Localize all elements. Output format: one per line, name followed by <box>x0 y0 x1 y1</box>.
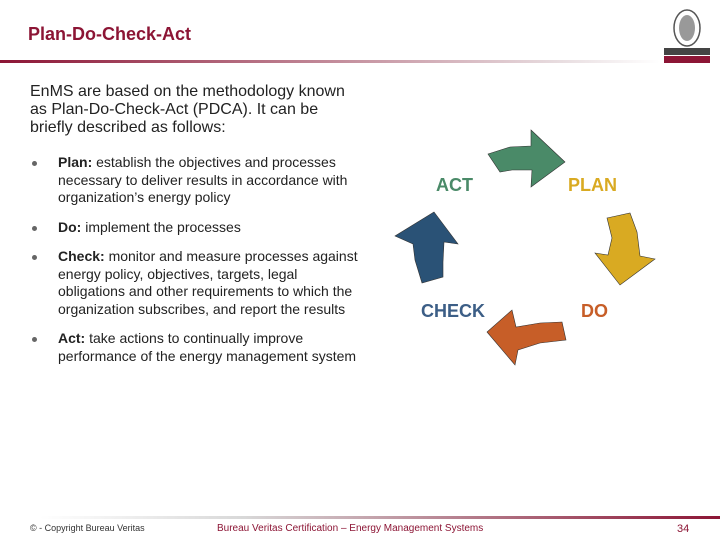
cycle-label-plan: PLAN <box>568 175 617 195</box>
bullet-text: take actions to continually improve performance of the energy management system <box>58 330 357 364</box>
cycle-label-check: CHECK <box>421 301 486 321</box>
bullet-term: Plan: <box>58 154 93 170</box>
intro-paragraph: EnMS are based on the methodology known as Plan-Do-Check-Act (PDCA). It can be briefly described as follows: <box>30 83 345 136</box>
bullet-text: establish the objectives and processes necessary to deliver results in accordance with organization’s energy policy <box>58 154 348 205</box>
bullet-term: Do: <box>58 218 82 235</box>
footer-divider <box>40 516 720 519</box>
arrow-plan-to-do-icon <box>595 213 655 285</box>
cycle-label-do: DO <box>581 301 608 321</box>
arrow-check-to-act-icon <box>395 212 458 283</box>
bullet-term: Act: <box>58 330 86 346</box>
page-number: 34 <box>677 523 690 535</box>
bullet-text: monitor and measure processes against energy policy, objectives, targets, legal obligations and other requirements to which the organization subscribes, and report the results <box>58 248 358 317</box>
footer-copyright: © - Copyright Bureau Veritas <box>30 523 145 533</box>
cycle-label-act: ACT <box>436 175 473 195</box>
slide-title: Plan-Do-Check-Act <box>28 24 192 44</box>
arrow-act-to-plan-icon <box>488 130 565 187</box>
bullet-term: Check: <box>58 248 105 264</box>
footer-center-text: Bureau Veritas Certification – Energy Management Systems <box>217 523 484 534</box>
arrow-do-to-check-icon <box>487 310 566 365</box>
bullet-text: implement the processes <box>81 218 241 235</box>
